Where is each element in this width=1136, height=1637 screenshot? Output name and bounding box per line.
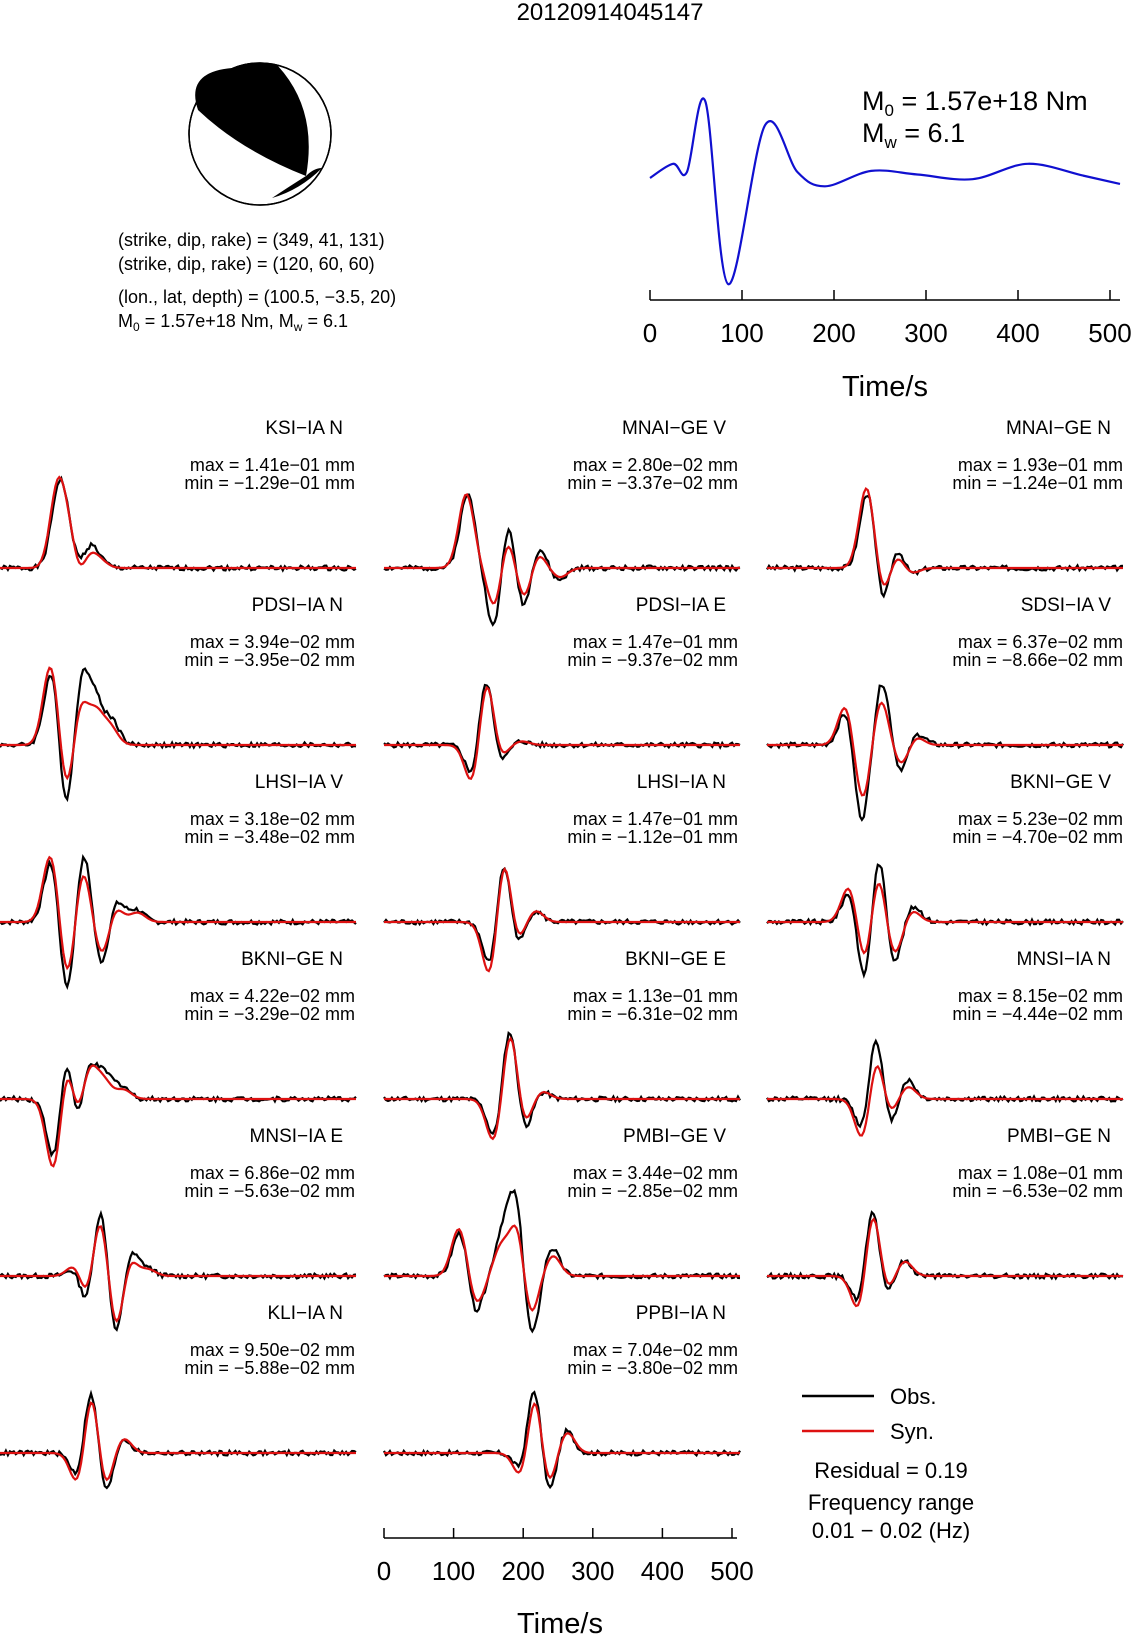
waveform-panel-17 [384,1303,740,1487]
synthetic-trace [0,668,356,778]
amplitude-min: min = −2.85e−02 mm [567,1181,738,1201]
waveform-panel-13 [0,1126,356,1330]
legend-obs-label: Obs. [890,1384,937,1409]
synthetic-trace [384,688,740,779]
waveform-panel-12 [767,949,1123,1136]
station-label: PPBI−IA N [635,1303,726,1324]
stf-mw-sub: w [884,133,897,152]
waveform-panel-5 [384,595,740,779]
amplitude-max: max = 3.44e−02 mm [572,1163,738,1183]
observed-trace [384,685,740,772]
hypocenter: (lon., lat, depth) = (100.5, −3.5, 20) [118,287,397,307]
stf-x-tick-label-500: 500 [1088,318,1132,348]
amplitude-max: max = 7.04e−02 mm [572,1340,738,1360]
observed-trace [767,686,1123,820]
station-label: MNAI−GE V [622,418,726,439]
station-label: MNSI−IA E [249,1126,343,1147]
station-label: MNSI−IA N [1016,949,1111,970]
bottom-x-ticks [377,1528,754,1586]
waveform-panel-2 [384,418,740,625]
stf-x-tick-label-400: 400 [996,318,1040,348]
source-time-function-panel [643,86,1132,403]
observed-trace [767,1041,1123,1127]
nodal-plane-1: (strike, dip, rake) = (349, 41, 131) [118,230,385,250]
stf-x-tick-label-300: 300 [904,318,948,348]
amplitude-min: min = −3.37e−02 mm [567,473,738,493]
amplitude-max: max = 1.13e−01 mm [572,986,738,1006]
station-label: PMBI−GE N [1007,1126,1111,1147]
waveform-panel-8 [384,772,740,971]
station-label: MNAI−GE N [1005,418,1111,439]
stf-mw-label [862,118,965,152]
stf-x-tick-label-200: 200 [812,318,856,348]
waveform-panel-15 [767,1126,1123,1306]
stf-m0-letter: M [862,86,885,116]
observed-trace [384,1033,740,1134]
moment-mid: = 1.57e+18 Nm, M [139,311,294,331]
waveform-panel-3 [767,418,1123,596]
synthetic-trace [384,495,740,604]
station-label: LHSI−IA N [636,772,726,793]
amplitude-min: min = −8.66e−02 mm [952,650,1123,670]
amplitude-min: min = −6.31e−02 mm [567,1004,738,1024]
synthetic-trace [767,1219,1123,1306]
amplitude-max: max = 1.08e−01 mm [957,1163,1123,1183]
stf-m0-sub: 0 [884,101,894,120]
synthetic-trace [384,1039,740,1139]
amplitude-min: min = −4.44e−02 mm [952,1004,1123,1024]
moment-m0-letter: M [118,311,133,331]
station-label: PDSI−IA N [251,595,343,616]
moment-m0-sub: 0 [133,320,140,334]
amplitude-min: min = −3.95e−02 mm [184,650,355,670]
amplitude-min: min = −5.88e−02 mm [184,1358,355,1378]
amplitude-max: max = 6.86e−02 mm [189,1163,355,1183]
legend-syn-label: Syn. [890,1419,935,1444]
amplitude-min: min = −3.48e−02 mm [184,827,355,847]
amplitude-max: max = 6.37e−02 mm [957,632,1123,652]
amplitude-min: min = −3.80e−02 mm [567,1358,738,1378]
amplitude-max: max = 1.47e−01 mm [572,809,738,829]
amplitude-max: max = 8.15e−02 mm [957,986,1123,1006]
bottom-x-label: Time/s [517,1608,603,1637]
synthetic-trace [0,1403,356,1480]
station-label: PDSI−IA E [635,595,726,616]
synthetic-trace [384,1404,740,1478]
stf-m0-label [862,86,1088,120]
amplitude-max: max = 3.18e−02 mm [189,809,355,829]
waveform-panel-14 [384,1126,740,1331]
amplitude-max: max = 5.23e−02 mm [957,809,1123,829]
bottom-x-tick-label-400: 400 [640,1556,685,1586]
amplitude-max: max = 1.47e−01 mm [572,632,738,652]
amplitude-min: min = −3.29e−02 mm [184,1004,355,1024]
stf-x-ticks [643,290,1132,348]
waveform-panel-4 [0,595,356,799]
legend [802,1384,974,1543]
frequency-range-value: 0.01 − 0.02 (Hz) [811,1518,971,1543]
amplitude-min: min = −9.37e−02 mm [567,650,738,670]
amplitude-min: min = −1.12e−01 mm [567,827,738,847]
amplitude-max: max = 1.93e−01 mm [957,455,1123,475]
stf-mw-value: = 6.1 [896,118,966,148]
waveform-panel-9 [767,772,1123,975]
waveform-grid [0,418,1123,1488]
moment-line [118,311,348,334]
stf-x-tick-label-100: 100 [720,318,764,348]
amplitude-min: min = −6.53e−02 mm [952,1181,1123,1201]
bottom-x-tick-label-500: 500 [710,1556,754,1586]
amplitude-min: min = −4.70e−02 mm [952,827,1123,847]
observed-trace [767,496,1123,596]
station-label: PMBI−GE V [623,1126,726,1147]
figure-title: 20120914045147 [516,0,704,26]
station-label: BKNI−GE N [241,949,343,970]
stf-x-label: Time/s [842,371,928,403]
station-label: KLI−IA N [267,1303,343,1324]
observed-trace [767,1212,1123,1300]
waveform-panel-11 [384,949,740,1139]
amplitude-max: max = 9.50e−02 mm [189,1340,355,1360]
station-label: KSI−IA N [265,418,343,439]
focal-mechanism-beachball [189,62,331,205]
amplitude-min: min = −1.24e−01 mm [952,473,1123,493]
station-label: BKNI−GE E [625,949,726,970]
station-label: BKNI−GE V [1010,772,1111,793]
bottom-x-tick-label-300: 300 [571,1556,615,1586]
amplitude-min: min = −5.63e−02 mm [184,1181,355,1201]
moment-mw-sub: w [293,320,303,334]
amplitude-min: min = −1.29e−01 mm [184,473,355,493]
stf-trace [650,98,1120,284]
waveform-panel-1 [0,418,356,571]
amplitude-max: max = 3.94e−02 mm [189,632,355,652]
stf-m0-value: = 1.57e+18 Nm [893,86,1088,116]
waveform-panel-16 [0,1303,356,1488]
amplitude-max: max = 4.22e−02 mm [189,986,355,1006]
synthetic-trace [767,884,1123,953]
station-label: LHSI−IA V [254,772,343,793]
nodal-plane-2: (strike, dip, rake) = (120, 60, 60) [118,254,375,274]
stf-x-tick-label-0: 0 [642,318,658,348]
stf-mw-letter: M [862,118,885,148]
moment-end: = 6.1 [302,311,348,331]
observed-trace [384,869,740,960]
bottom-x-tick-label-100: 100 [431,1556,476,1586]
frequency-range-label: Frequency range [807,1490,975,1515]
amplitude-max: max = 1.41e−01 mm [189,455,355,475]
bottom-x-tick-label-0: 0 [376,1556,392,1586]
station-label: SDSI−IA V [1020,595,1111,616]
waveform-time-axis [377,1528,754,1637]
observed-trace [0,1394,356,1488]
residual-label: Residual = 0.19 [814,1458,968,1483]
bottom-x-tick-label-200: 200 [501,1556,545,1586]
amplitude-max: max = 2.80e−02 mm [572,455,738,475]
